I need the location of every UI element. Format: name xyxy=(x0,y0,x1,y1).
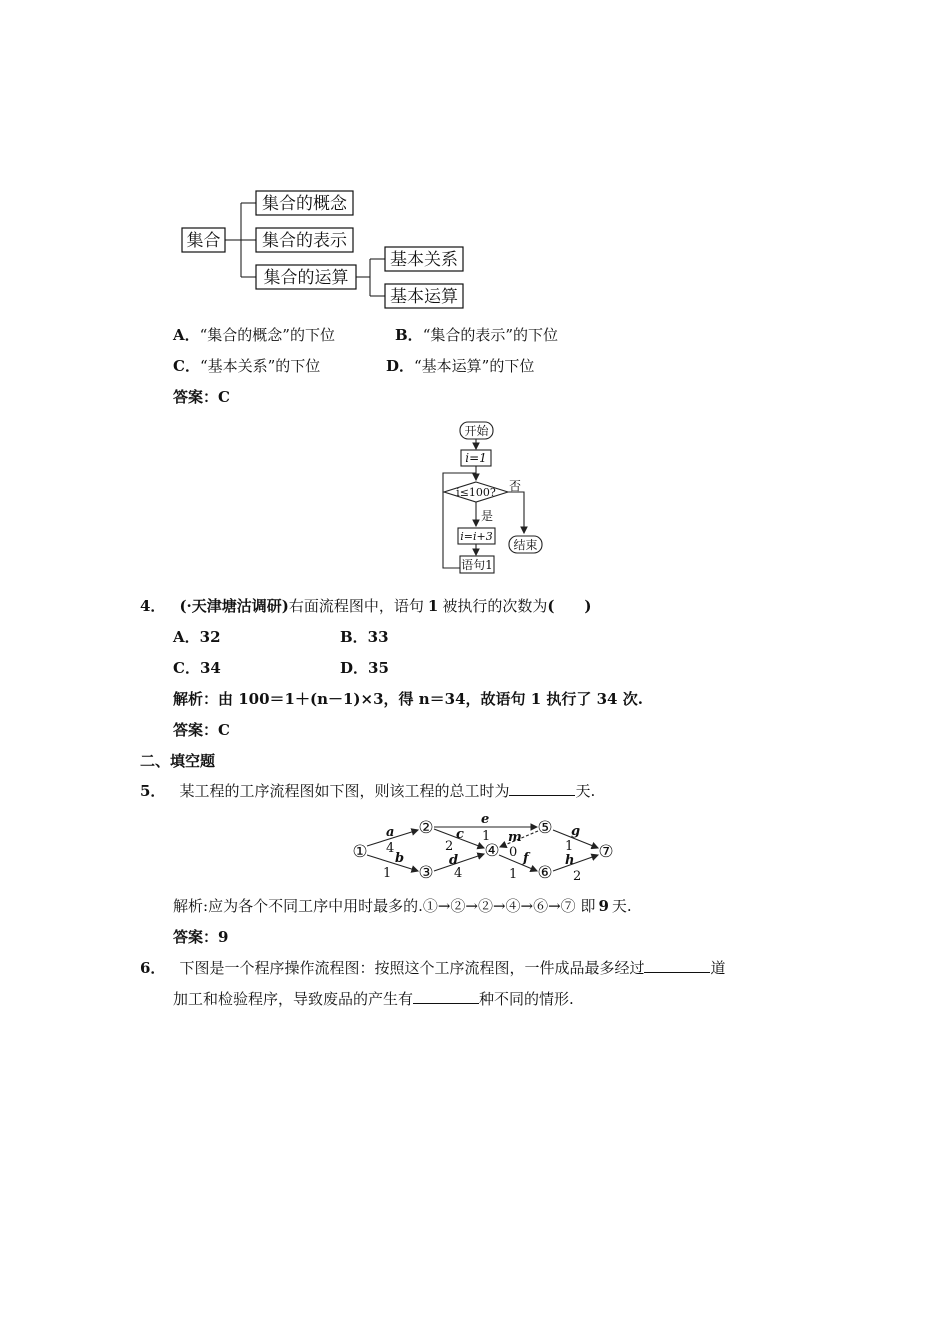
q5-analysis xyxy=(173,896,632,916)
edge-g-time: 1 xyxy=(565,839,574,854)
edge-d-time: 4 xyxy=(454,866,463,881)
q6-blank1 xyxy=(644,958,710,973)
tree-root-label: 集合 xyxy=(186,231,221,251)
q4-option-a: A．32 xyxy=(173,628,221,646)
edge-f-name: f xyxy=(523,851,529,866)
edge-f-time: 1 xyxy=(509,867,518,882)
q4-text2: 被执行的次数为 xyxy=(442,597,548,615)
q6-line1 xyxy=(140,958,725,978)
edge-b-time: 1 xyxy=(383,866,392,881)
tree-child3-label: 集合的运算 xyxy=(263,268,349,288)
q4-option-b: B．33 xyxy=(340,628,389,646)
q3-option-b-text: “集合的表示”的下位 xyxy=(422,326,559,344)
q3-option-a-letter: A． xyxy=(173,326,200,344)
edge-b-name: b xyxy=(395,851,405,866)
q3-option-d-letter: D． xyxy=(386,357,415,375)
q5-number: 5． xyxy=(140,782,166,800)
network-node-6: ⑥ xyxy=(537,863,553,883)
tree-child2-label: 集合的表示 xyxy=(262,231,347,251)
q3-option-a-text: “集合的概念”的下位 xyxy=(199,326,335,344)
q3-answer: 答案：C xyxy=(173,388,230,406)
edge-h-time: 2 xyxy=(573,869,582,884)
network-node-2: ② xyxy=(418,818,434,838)
edge-c-time: 2 xyxy=(445,839,454,854)
tree-child1-label: 集合的概念 xyxy=(262,194,347,214)
flow-statement-label: 语句1 xyxy=(461,558,493,572)
flow-end-label: 结束 xyxy=(513,538,538,552)
q3-option-d-text: “基本运算”的下位 xyxy=(414,357,535,375)
q4-option-d: D．35 xyxy=(340,659,389,677)
edge-m-time: 0 xyxy=(509,845,518,860)
q3-option-c-letter: C． xyxy=(173,357,200,375)
edge-g-name: g xyxy=(571,824,581,839)
q4-bold-number: 1 xyxy=(427,597,439,615)
section-heading-fill-blank: 二、填空题 xyxy=(140,752,216,770)
q4-paren: ( ) xyxy=(547,597,592,615)
flow-update-label: i=i+3 xyxy=(460,530,493,543)
q3-option-b-letter: B． xyxy=(395,326,423,344)
flow-no-label: 否 xyxy=(508,479,522,493)
q6-text1-end: 道 xyxy=(710,959,726,977)
q4-answer: 答案：C xyxy=(173,721,230,739)
q4-option-c: C．34 xyxy=(173,659,221,677)
edge-c-name: c xyxy=(456,827,464,842)
q5-analysis-text: 应为各个不同工序中用时最多的.①→②→②→④→⑥→⑦ 即 xyxy=(208,897,596,915)
edge-a-name: a xyxy=(386,825,395,840)
network-node-7: ⑦ xyxy=(598,842,614,862)
q3-option-c-text: “基本关系”的下位 xyxy=(199,357,321,375)
edge-m-name: m xyxy=(508,830,522,845)
q6-text2-end: 种不同的情形. xyxy=(479,990,574,1008)
flow-start-label: 开始 xyxy=(464,424,489,438)
q5-analysis-value: 9 xyxy=(598,897,609,915)
flow-init-label: i=1 xyxy=(465,451,487,465)
q6-line2 xyxy=(173,989,574,1009)
q5-tail: 天. xyxy=(575,782,596,800)
q4-source: (·天津塘沽调研) xyxy=(179,597,289,615)
flow-yes-label: 是 xyxy=(480,509,494,523)
edge-e-name: e xyxy=(481,812,490,827)
edge-d-name: d xyxy=(449,853,459,868)
q5-answer: 答案：9 xyxy=(173,928,229,946)
q6-text2: 加工和检验程序，导致废品的产生有 xyxy=(173,990,414,1008)
edge-h-name: h xyxy=(565,853,575,868)
q4-analysis: 解析：由 100＝1＋(n－1)×3，得 n＝34，故语句 1 执行了 34 次. xyxy=(173,690,643,708)
q5-text: 某工程的工序流程图如下图，则该工程的总工时为 xyxy=(179,782,510,800)
q6-blank2 xyxy=(413,989,479,1004)
network-node-5: ⑤ xyxy=(537,818,553,838)
q6-number: 6． xyxy=(140,959,166,977)
flow-condition-label: i≤100? xyxy=(456,486,496,499)
q4-number: 4． xyxy=(140,597,166,615)
q5-analysis-end: 天. xyxy=(611,897,632,915)
q5-analysis-label: 解析: xyxy=(173,897,209,915)
network-node-3: ③ xyxy=(418,863,434,883)
edge-e-time: 1 xyxy=(482,829,491,844)
tree-grand1-label: 基本关系 xyxy=(390,250,458,270)
q4-text: 右面流程图中，语句 xyxy=(288,597,424,615)
network-node-4: ④ xyxy=(484,841,500,861)
tree-grand2-label: 基本运算 xyxy=(390,287,458,307)
edge-a-time: 4 xyxy=(386,841,395,856)
network-node-1: ① xyxy=(352,842,368,862)
q6-text1: 下图是一个程序操作流程图：按照这个工序流程图，一件成品最多经过 xyxy=(179,959,645,977)
